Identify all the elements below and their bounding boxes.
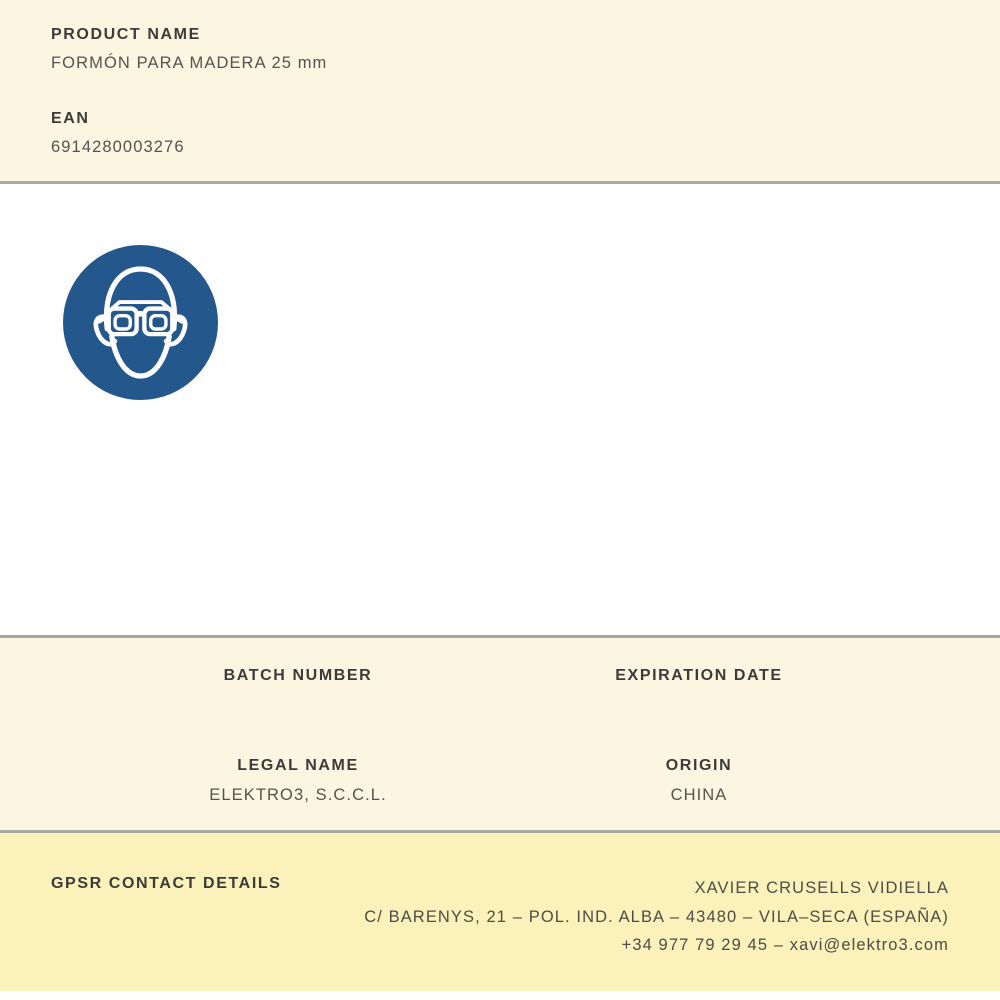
expiration-date-label: EXPIRATION DATE [615, 667, 783, 684]
ean-value: 6914280003276 [51, 138, 185, 156]
contact-person-name: XAVIER CRUSELLS VIDIELLA [694, 879, 949, 897]
ean-label: EAN [51, 110, 90, 127]
product-header-section [0, 0, 1000, 184]
origin-label: ORIGIN [665, 757, 733, 774]
contact-phone-email: +34 977 79 29 45 – xavi@elektro3.com [621, 936, 949, 954]
product-name-label: PRODUCT NAME [51, 26, 201, 43]
gpsr-contact-section [0, 833, 1000, 991]
wear-eye-protection-icon [63, 245, 218, 400]
contact-address: C/ BARENYS, 21 – POL. IND. ALBA – 43480 – VILA–SECA (ESPAÑA) [364, 907, 949, 926]
product-details-section [0, 638, 1000, 833]
legal-name-value: ELEKTRO3, S.C.C.L. [209, 786, 387, 804]
gpsr-contact-block [364, 874, 949, 960]
product-name-value: FORMÓN PARA MADERA 25 mm [51, 54, 328, 72]
legal-name-label: LEGAL NAME [237, 757, 359, 774]
origin-value: CHINA [670, 786, 728, 804]
batch-number-label: BATCH NUMBER [223, 667, 373, 684]
gpsr-contact-label: GPSR CONTACT DETAILS [51, 875, 282, 892]
safety-icon-section [0, 184, 1000, 638]
